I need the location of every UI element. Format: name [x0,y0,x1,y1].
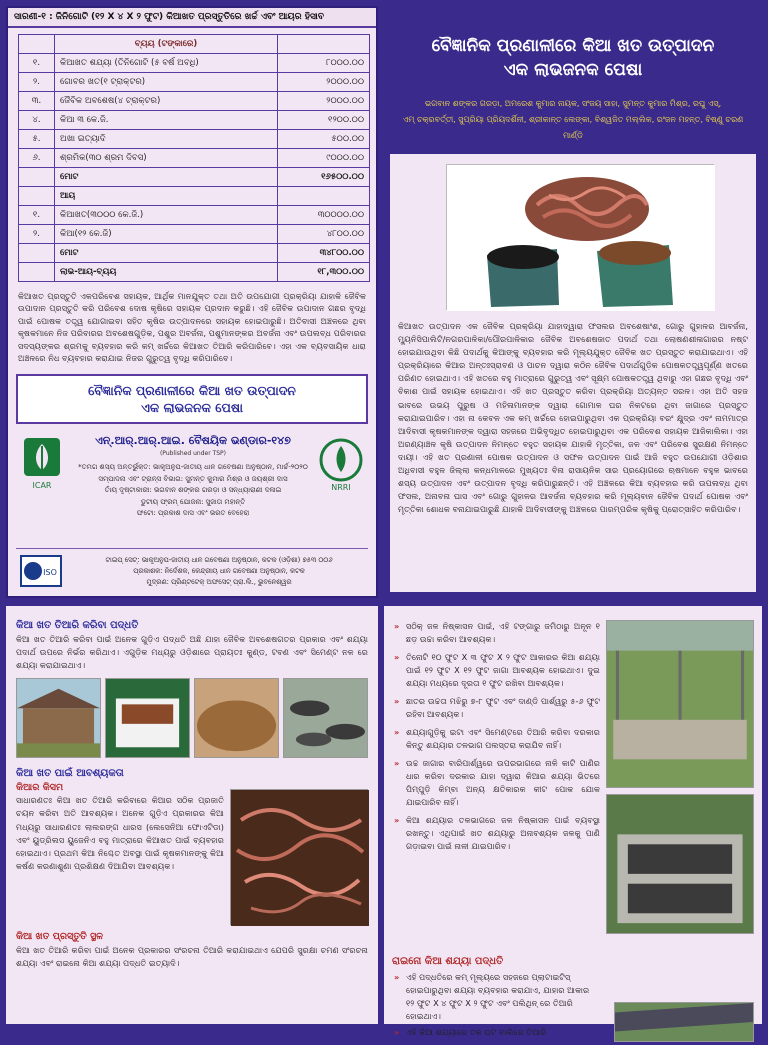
credit-line: ଡୁଟୀୟ ଫ୍ରମ୍ ଯୋଜନା: ସୁଜାତା ମହାନ୍ତି [140,497,246,506]
expense-header: ବ୍ୟୟ (ଟଙ୍କାରେ) [55,35,278,54]
intro-paragraph: କିଆଖତ ପ୍ରସ୍ତୁତି ଏକପରିବେଶ ସହାୟକ, ଆର୍ଥିକ ମାନଯୁକ୍ତ ତଥା ଅତି ଉପଯୋଗୀ ପ୍ରକ୍ରିୟା ଯାହାକି ଜୈବିକ ଉପାଦାନ ପ୍ରସ୍ତୁତି କରି ପରିବେଶ ଦୋଷ କୃଷିରେ ସହାୟକ ପ୍ରଦାନ କରୁଛି। ଏହି ଜୈବିକ ଉପାଦାନ ଗଛର ବୃଦ୍ଧି ପାଇଁ ପୋଷକ ତତ୍ତ୍ୱ ଯୋଗାଇବା ସହିତ କୃଷିର ଉତ୍ପାଦନରେ ସହାୟକ ହୋଇପାରୁଛି। ଅତିବାସୀ ଅଞ୍ଚଳରେ ଥିବା କୃଷକମାନେ ନିଜ ପରିବାରର ଅବଶେଷଗୁଡ଼ିକ, ପଶୁର ଅବର୍ଜନା, ପଶୁମାନଙ୍କର ଅବର୍ଜନା ଏବଂ ଉପଲବ୍ଧ ପରିବାରର ସଦସ୍ୟଙ୍କର ଶ୍ରମକୁ ବ୍ୟବହାର କରି କମ୍ ଖର୍ଚ୍ଚରେ କିଆଖତ ତିଆରି କରିପାରିବେ। ଏହା ଏକ ବ୍ୟବସାୟିକ ଧାରା ଅଞ୍ଚଳରେ ନିଧ ବ୍ୟବହାର କରାଯାଇ ନିଜର ଗୁରୁତ୍ୱ ବୃଦ୍ଧି କରିପାରିବେ। [18,291,366,364]
shed-structure-photo [606,620,754,788]
row-item: ଜୈବିକ ଅବଶେଷ(୪ ଟ୍ରାକ୍ଟର) [55,92,278,111]
row-value: ୨୦୦୦.୦୦ [278,73,370,92]
intro-text: କିଆଖତ ଉତ୍ପାଦନ ଏକ ଜୈବିକ ପ୍ରକ୍ରିୟା ଯାହାଦ୍ୱାରା ଫସଲର ଅବଶେଷାଂଶ, ଗୋରୁ ଗୁହାଳର ଆବର୍ଜନା, ମ୍ୟୁନିସିପାଲିଟି/ନଗରପାଳିକା/ପୌରପାଳିକାର ଜୈବିକ ଅବଶେଷଜାତ ପଦାର୍ଥ ତଥା ଲୋଷଣଶୀଳାଗାରର ନଷ୍ଟ ହୋଇଯାଉଥିବା କିଛି ପଦାର୍ଥକୁ କିଆଙ୍କୁ ବ୍ୟବହାର କରି ମୂଲ୍ୟଯୁକ୍ତ ଜୈବିକ ଖତ ପ୍ରସ୍ତୁତ କରାଯାଇଥାଏ। ଏହି ପ୍ରକ୍ରିୟାରେ କିଆର ଅନ୍ତଃସ୍ରାବଣ ଓ ପାଚନ ଦ୍ୱାରା କଠିନ ଜୈବିକ ପଦାର୍ଥଗୁଡ଼ିକ ପୋଷକତତ୍ତ୍ୱପୂର୍ଣ୍ଣ ଖତରେ ପରିଣତ ହୋଇଥାଏ। ଏହି ଖତରେ ବହୁ ମାତ୍ରାରେ ଗୁରୁତ୍ୱ ଏବଂ ସୂକ୍ଷ୍ମ ପୋଷକତତ୍ତ୍ୱ ଥିବାରୁ ଏହା ଗଛର ବୃଦ୍ଧି ଏବଂ ବିକାଶ ପାଇଁ ସହାୟକ ହୋଇଥାଏ। ଏହି ଖତ ପ୍ରସ୍ତୁତ କରିବା ପ୍ରକ୍ରିୟା ଅତ୍ୟନ୍ତ ସରଳ। ଏହା ଅତି ସହଜ ଭାବରେ ଉଭୟ ପୁରୁଷ ଓ ମହିଳାମାନଙ୍କ ଦ୍ୱାରା ଗୋମାଳ ଘର ନିକଟରେ ଥିବା ଜାଗାରେ ପ୍ରସ୍ତୁତ କରାଯାଇପାରିବ। ଏହା ନା କେବଳ ଏକ କମ୍ ଖର୍ଚ୍ଚରେ ହୋଇପାରୁଥିବା ଏକ ପ୍ରକ୍ରିୟା ବରଂ କ୍ଷୁଦ୍ର ଏବଂ ନାମମାତ୍ର ଆଦିବାସୀ କୃଷକମାନଙ୍କ ଦ୍ୱାରା ସହଜରେ ଅଭିବୃଦ୍ଧିତ ହୋଇପାରୁଥିବା ଏକ ପରିବେଶ ସହାୟକ ଆଜିକାଲିକା। ଏହା ଅରଣ୍ୟାଞ୍ଚଳ କୃଷି ଉତ୍ପାଦନ ନିମନ୍ତେ ବହୁତ ସହାୟକ ଯାହାକି ମୃତ୍ତିକା, ଜଳ ଏବଂ ପରିବେଶ ସୁରକ୍ଷଣ ନିମନ୍ତେ ଦାୟୀ। ଏହି ଖତ ପ୍ରଣାଳୀ ପୋଷକ ଉତ୍ପାଦନ ଓ ସଫଳ ଉତ୍ପାଦନ ପାଇଁ ଆଜି ବହୁତ ଉପଯୋଗୀ ଓଡ଼ିଶାର ଅଧିବାସୀ ବହୁଳ ଜିଲ୍ଲା କନ୍ଧମାଳରେ ମୁଖ୍ୟତଃ ବିନା ରାସାୟନିକ ସାର ପ୍ରୟୋଗରେ ଋଷମାନେ ବହୁଳ ଭାବରେ ଶସ୍ୟ ଉତ୍ପାଦନ ଏବଂ ଉତ୍ପାଦନ ବୃଦ୍ଧି କରିପାରୁଛନ୍ତି। ଏହି ଅଞ୍ଚଳରେ କିଆ ବ୍ୟବହାର କରି ଉପଲବ୍ଧ ଥିବା ଫସଲ, ଅନାବନା ଘାସ ଏବଂ ଗୋରୁ ଗୁହାଳର ଆବର୍ଜନା ବ୍ୟବହାର କରି ମୂଲ୍ୟବାନ ଜୈବିକ ପଦାର୍ଥ ପୋଷକ ଏବଂ ମୃତ୍ତିକା ଶୋଧକ ବନାଯାଇପାରୁଛି ଯାହାକି ଆଦିବାସୀଙ୍କୁ ଅଞ୍ଚଳରେ ପାରମ୍ପରିକ କୃଷିକୁ ପ୍ରୋତ୍ସାହିତ କରିପାରିବ। [398,321,748,515]
row-number: ୩. [19,92,55,111]
publication-credits [76,462,310,520]
cover-title-line-2: ଏକ ଲାଭଜନକ ପେଷା [503,60,643,80]
publisher-line: ପ୍ରକାଶକ: ନିର୍ଦେଶକ, କେନ୍ଦ୍ରୀୟ ଧାନ ଗବେଷଣା ଅନୁଷ୍ଠାନ, କଟକ [133,567,305,575]
shed-photo [16,678,101,758]
cover-title-line-1: ବୈଜ୍ଞାନିକ ପ୍ରଣାଳୀରେ କିଆ ଖତ ଉତ୍ପାଦନ [431,36,715,56]
row-item: ଅଖା ଇତ୍ୟାଦି [55,130,278,149]
row-item: ଲାଭ-ଆୟ-ବ୍ୟୟ [55,263,278,282]
construction-bullets [392,620,600,934]
row-number [19,168,55,187]
construction-bullet: » ସଠିକ୍ ଜଳ ନିଷ୍କାସନ ପାଇଁ, ଏହି ଟଙ୍ଗାରୁ ଜମିଠାରୁ ଅନୂନ ୧ ଛଡ଼ ଉଚ୍ଚା କରିବା ଆବଶ୍ୟକ। [392,620,600,646]
table-header-row [19,35,370,54]
row-number [19,187,55,206]
row-value: ୯୦୦୦.୦୦ [278,149,370,168]
row-value: ୩୪୮୦୦.୦୦ [278,244,370,263]
row-item: ଆୟ [55,187,278,206]
icar-logo-icon [20,436,64,492]
title-banner [16,374,368,424]
rhino-bed-bullet: » ଏହି ପଦ୍ଧତିରେ କମ୍ ମୂଲ୍ୟରେ ସହଜରେ ପ୍ଲାଟାଇଟିସ୍ ହୋଇପାରୁଥିବା ଶଯ୍ୟା ବ୍ୟବହାର କରାଯାଏ, ଯାହାର ଆକାର ୧୨ ଫୁଟ X ୪ ଫୁଟ X ୨ ଫୁଟ ଏବଂ ପଲିଥିନ୍ ରେ ତିଆରି ହୋଇଥାଏ। [392,971,600,1023]
credit-line: ଫଟୋ: ପ୍ରକାଶ ଦାସ ଏବଂ ଭରତ ବେହେରା [136,509,250,518]
rhino-bed-bullets [392,971,600,1039]
row-number [19,263,55,282]
publication-title: ଏନ୍.ଆର୍.ଆର୍.ଆଇ. ବୈଷୟିକ ଭଣ୍ଡାର-୧୪୭ [95,434,291,448]
credit-line: *ତମଗ ଶସ୍ୟ ଅନ୍ତର୍ଭୁକ୍ତ: ଭାକୃଅନୁପ-ଜାତୀୟ ଧାନ ଗବେଷଣା ଅନୁଷ୍ଠାନ, ମାର୍ଚ୍ଚ-୨୦୨୦ [78,463,308,472]
publication-block [16,430,368,542]
row-item: ମୋଟ [55,244,278,263]
row-number: ୧. [19,54,55,73]
rhino-bed-title: ରାଇନୋ କିଆ ଶଯ୍ୟା ପଦ୍ଧତି [392,956,504,967]
worm-species-text: ସାଧାରଣତଃ କିଆ ଖତ ତିଆରି କରିବାରେ କିଆର ସଠିକ ପ୍ରଜାତି ଚୟନ କରିବା ଅତି ଆବଶ୍ୟକ। ଅନେକ ଗୁଡ଼ିଏ ପ୍ରକାରର କିଆ ମଧ୍ୟରୁ ସାଧାରଣତଃ ଲାଲରଙ୍ଗ ଧାରସ (ଲେସେନିଆ ଫୋଏଟିଡା) ଏବଂ ୟୁଡ୍ରିଲସ ୟୁଜେନିଏ ବହୁ ମାତ୍ରାରେ କିଆଖତ ପାଇଁ ବ୍ୟବହାର ହୋଇଥାଏ। ପ୍ରଥମ କିଆ ନିଶ୍ଚେତ ଅବସ୍ଥା ପାଇଁ କୃଷକମାନଙ୍କୁ କିଆ କର୍ଷଣ କରଣାଶୁଣା ପ୍ରଶିକ୍ଷଣ ଦିଆଯିବା ଆବଶ୍ୟକ। [16,795,224,872]
row-number: ୧. [19,206,55,225]
expense-total-row [19,168,370,187]
table-row [19,225,370,244]
rhino-bed-bullet: » ଏହି କିଆ ଶଯ୍ୟାରେ ତଳ ଘଟ ବାଲିରେ ତିଆରି [392,1026,600,1039]
table-caption: ସାରଣୀ-୧ : ଜିନିଗୋଟି (୧୨ X ୪ X ୨ ଫୁଟ) କିଆଖତ ପ୍ରସ୍ତୁତିରେ ଖର୍ଚ୍ଚ ଏବଂ ଆୟର ହିସାବ [8,8,376,28]
construction-panel [384,606,762,1037]
row-value: ୫୦୦.୦୦ [278,130,370,149]
cover-title [384,6,762,82]
row-item: କିଆଖତ ଶଯ୍ୟା (ତିନିଗୋଟି (୫ ବର୍ଷ ଅବଧି) [55,54,278,73]
earthworm-compost-photo [446,164,714,310]
table-row [19,111,370,130]
banner-line-2: ଏକ ଲାଭଜନକ ପେଷା [141,400,243,416]
table-row [19,54,370,73]
row-number: ୪. [19,111,55,130]
row-value [278,187,370,206]
compost-heap-photo [194,678,279,758]
credit-line: ତାଁୟ ଦୃଷ୍ଟାକାରୀ: ଭଗବାନ ଶଙ୍କର ଗରଡ଼ା ଓ ସନ୍ଧ୍ୟାରାଣୀ ଦଳାଇ [104,486,282,495]
credit-line: ସମ୍ପାଦନା ଏବଂ ଟ୍ରାନ୍ସ ବିଭାଗ: ସୁମନ୍ତ କୁମାର ମିଶ୍ର ଓ ଜୟଶ୍ରୀ ଦାସ [98,474,288,483]
row-item: ଶ୍ରମିକ(୩୦ ଶ୍ରମ ଦିବସ) [55,149,278,168]
authors-line-1: ଭଗବାନ ଶଙ୍କର ଗରଡ଼ା, ଅମରେଶ କୁମାର ନାୟକ, ସଂଜୟ ସାହା, ସୁମନ୍ତ କୁମାର ମିଶ୍ର, ରଘୁ ଏସ୍, [424,99,722,108]
profit-row [19,263,370,282]
income-header-row [19,187,370,206]
table-row [19,73,370,92]
icar-logo-text: ICAR [32,481,52,491]
intro-box [390,154,756,592]
section-requirements-title: କିଆ ଖତ ପାଇଁ ଆବଶ୍ୟକତା [16,768,124,779]
publisher-footer [16,548,368,592]
nrri-logo-icon [318,436,364,492]
rhino-bed-section [392,956,754,1042]
row-number: ୨. [19,73,55,92]
rhino-bed-photo [614,1002,754,1042]
publisher-line: ଟାଇପ୍ ସେଟ୍: ଭାକୃଅନୁପ-ଜାତୀୟ ଧାନ ଗବେଷଣା ଅନୁଷ୍ଠାନ, କଟକ (ଓଡ଼ିଶା) ୭୫୩ ୦୦୬ [105,556,333,564]
worm-species-subtitle: କିଆର କିସମ [16,782,64,793]
publisher-line: ମୁଦ୍ରଣ: ପ୍ରିଣ୍ଟଟେକ୍ ଅଫସେଟ୍ ପ୍ରା.ଲି., ଭୁବନେଶ୍ୱର [146,578,292,586]
banner-line-1: ବୈଜ୍ଞାନିକ ପ୍ରଣାଳୀରେ କିଆ ଖତ ଉତ୍ପାଦନ [88,383,296,399]
construction-bullet: » ଛାତର ଉଚ୍ଚତା ମଝିରୁ ୭-୮ ଫୁଟ ଏବଂ ଦାଣ୍ଡି ପାର୍ଶ୍ୱରୁ ୫-୬ ଫୁଟ ରହିବା ଆବଶ୍ୟକ। [392,695,600,721]
section-site-title: କିଆ ଖତ ପ୍ରସ୍ତୁତି ସ୍ଥଳ [16,931,103,942]
row-value: ୧୬୫୦୦.୦୦ [278,168,370,187]
row-value: ୪୮୦୦.୦୦ [278,225,370,244]
row-number: ୫. [19,130,55,149]
method-photo-row [6,672,378,758]
method-panel [6,606,378,1024]
row-value: ୮୦୦୦.୦୦ [278,54,370,73]
construction-bullet: » କିଆ ଶଯ୍ୟାର ତଳଭାଗରେ ଜଳ ନିଷ୍କାସନ ପାଇଁ ବ୍ୟବସ୍ଥା ରଖନ୍ତୁ। ଏଥିପାଇଁ ଖତ ଶଯ୍ୟାରୁ ଅନାବଶ୍ୟକ ଜଳକୁ ପାଣି ଗଡ଼ାଇବା ପାଇଁ ନାଳୀ ଯାଇପାରିବ। [392,814,600,853]
row-item: କିଆ ୩ କେ.ଜି. [55,111,278,130]
row-number: ୨. [19,225,55,244]
row-value: ୧୮,୩୦୦.୦୦ [278,263,370,282]
bag-bed-photo [105,678,190,758]
row-item: କିଆ(୧୨ କେ.ଜି) [55,225,278,244]
publication-subtitle: (Published under TSP) [159,450,227,458]
row-item: କିଆଖତ(୩୦୦୦ କେ.ଜି.) [55,206,278,225]
requirements-block [6,779,378,925]
requirements-text [16,781,224,925]
cement-beds-photo [606,794,754,934]
row-number [19,244,55,263]
row-value: ୩୦୦୦୦.୦୦ [278,206,370,225]
construction-bullet: » ଉଚ୍ଚ ଜାଗାର ବାରିପାର୍ଶ୍ୱରେ ଉପରଭାଗରେ ନାଳି କାଟି ପାଣିର ଧାର କରିବା ଦରକାର ଯାହା ଦ୍ୱାରା କିଆର ଶଯ୍ୟା ଭିତରେ ପିମ୍ପୁଡ଼ି କିମ୍ବା ଅନ୍ୟ କ୍ଷତିକାରକ କୀଟ ପୋକ ଯୋକ ଯାଇପାରିବ ନାହିଁ। [392,757,600,809]
row-value: ୨୦୦୦.୦୦ [278,92,370,111]
cost-income-panel [6,6,378,598]
authors [384,82,762,144]
authors-line-2: ଏମ୍ ଚକ୍ରବର୍ତ୍ତୀ, ସୁପ୍ରିୟା ପ୍ରିୟଦର୍ଶିନୀ, ଶ୍ରୀକାନ୍ତ ଲେଙ୍କା, ବିଶ୍ୱଜିତ ମଲ୍ଲିକ, ରଂଜନ ମହନ୍ତ, ବିଷ୍ଣୁ ଚରଣ ମାର୍ଣ୍ଡି [402,115,744,140]
construction-columns [392,620,754,934]
table-row [19,92,370,111]
section-method-title: କିଆ ଖତ ତିଆରି କରିବା ପଦ୍ଧତି [16,620,139,631]
section-site-text: କିଆ ଖତ ତିଆରି କରିବା ପାଇଁ ଅନେକ ପ୍ରକାରର ସଂରଚନା ତିଆରି କରାଯାଇଥାଏ ଯେପରି ସୁରକ୍ଷା ଚମଣ ସଂରଚନା ଶଯ୍ୟା ଏବଂ ରାଇନୋ କିଆ ଶଯ୍ୟା ପଦ୍ଧତି ଇତ୍ୟାଦି। [16,945,368,968]
row-number: ୬. [19,149,55,168]
row-item: ମୋଟ [55,168,278,187]
section-method-text: କିଆ ଖତ ତିଆରି କରିବା ପାଇଁ ଅନେକ ଗୁଡ଼ିଏ ପଦ୍ଧତି ଅଛି ଯାହା ଜୈବିକ ଅବଶେଷଗତର ପ୍ରକାର ଏବଂ ଶଯ୍ୟା ପଦାର୍ଥ ଉପରେ ନିର୍ଭର କରିଥାଏ। ଏଗୁଡ଼ିକ ମଧ୍ୟରୁ ଓଡ଼ିଶାରେ ପ୍ରାୟତଃ କୁଣ୍ଡ, ଟବଣ ଏବଂ ସିମେଣ୍ଟ ନଳ ରେ ଶଯ୍ୟା କରାଯାଇଥାଏ। [16,634,368,670]
title-cover-panel [384,6,762,598]
construction-bullet: » ଶଯ୍ୟାଗୁଡ଼ିକୁ ଇଟା ଏବଂ ସିମେଣ୍ଟରେ ତିଆରି କରିବା ଦରକାର କିନ୍ତୁ ଶଯ୍ୟାର ତଳଭାଗ ପଲସ୍ତରା କରାଯିବ ନାହିଁ। [392,726,600,752]
row-value: ୧୨୦୦.୦୦ [278,111,370,130]
income-total-row [19,244,370,263]
publisher-lines [78,555,360,588]
cost-income-table [18,34,370,282]
iso-logo-icon [20,555,62,587]
nrri-logo-text: NRRI [331,483,351,493]
ring-tanks-photo [283,678,368,758]
iso-logo-text: ISO [43,568,57,577]
construction-photos [606,620,754,934]
table-row [19,149,370,168]
table-row [19,206,370,225]
worms-photo [230,789,368,925]
row-item: ଗୋବର ଖତ(୧ ଟ୍ରାକ୍ଟର) [55,73,278,92]
table-row [19,130,370,149]
construction-bullet: » ତିନୋଟି ୧୦ ଫୁଟ X ୩ ଫୁଟ X ୨ ଫୁଟ ଆକାରର କିଆ ଶଯ୍ୟା ପାଇଁ ୧୨ ଫୁଟ X ୧୨ ଫୁଟ ଜାଗା ଆବଶ୍ୟକ ହୋଇଥାଏ। ଦୁଇ ଶଯ୍ୟା ମଧ୍ୟରେ ଦୂରତା ୧ ଫୁଟ ରଖିବା ଆବଶ୍ୟକ। [392,651,600,690]
